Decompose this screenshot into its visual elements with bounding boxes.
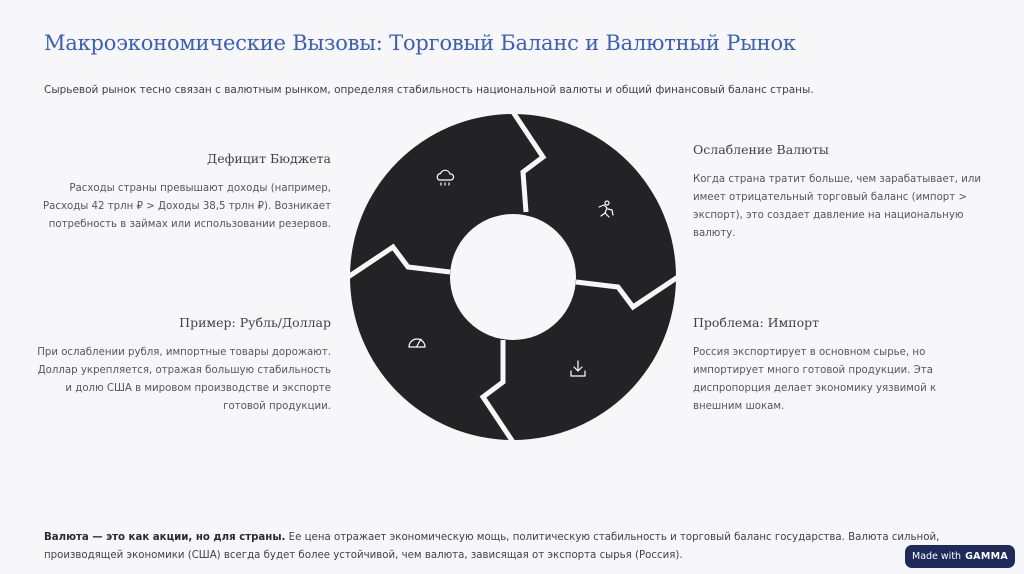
made-with-gamma-badge[interactable] [905, 545, 1015, 568]
ruble-dollar-heading: Пример: Рубль/Доллар [179, 315, 331, 330]
import-problem-text: Россия экспортирует в основном сырье, но импортирует много готовой продукции. Эта диспропорция делает экономику уязвимой к внешним шокам. [693, 347, 937, 412]
badge-prefix: Made with [912, 551, 962, 562]
budget-deficit-text: Расходы страны превышают доходы (например, Расходы 42 трлн ₽ > Доходы 38,5 трлн ₽). Возникает потребность в займах или использовании резервов. [42, 183, 331, 230]
currency-weakening-heading: Ослабление Валюты [693, 142, 829, 157]
budget-deficit-block [31, 151, 331, 234]
footer-note [44, 529, 984, 565]
cycle-wheel [348, 112, 678, 442]
budget-deficit-heading: Дефицит Бюджета [207, 151, 331, 166]
footer-bold: Валюта — это как акции, но для страны. [44, 532, 286, 543]
wheel-ring [350, 114, 676, 440]
page-subtitle: Сырьевой рынок тесно связан с валютным рынком, определяя стабильность национальной валюты и общий финансовый баланс страны. [44, 84, 814, 96]
ruble-dollar-block [31, 315, 331, 416]
import-problem-heading: Проблема: Импорт [693, 315, 820, 330]
footer-text: Ее цена отражает экономическую мощь, политическую стабильность и торговый баланс государства. Валюта сильной, производящей экономики (США) всегда будет более устойчивой, чем валюта, зависящая от экспорта сырья (Россия). [44, 532, 940, 561]
currency-weakening-block [693, 142, 983, 243]
page-title: Макроэкономические Вызовы: Торговый Баланс и Валютный Рынок [44, 31, 796, 55]
ruble-dollar-text: При ослаблении рубля, импортные товары дорожают. Доллар укрепляется, отражая большую стабильность и долю США в мировом производстве и экспорте готовой продукции. [37, 347, 331, 412]
badge-brand: GAMMA [965, 551, 1008, 562]
import-problem-block [693, 315, 983, 416]
currency-weakening-text: Когда страна тратит больше, чем зарабатывает, или имеет отрицательный торговый баланс (импорт > экспорт), это создает давление на национальную валюту. [693, 174, 981, 239]
